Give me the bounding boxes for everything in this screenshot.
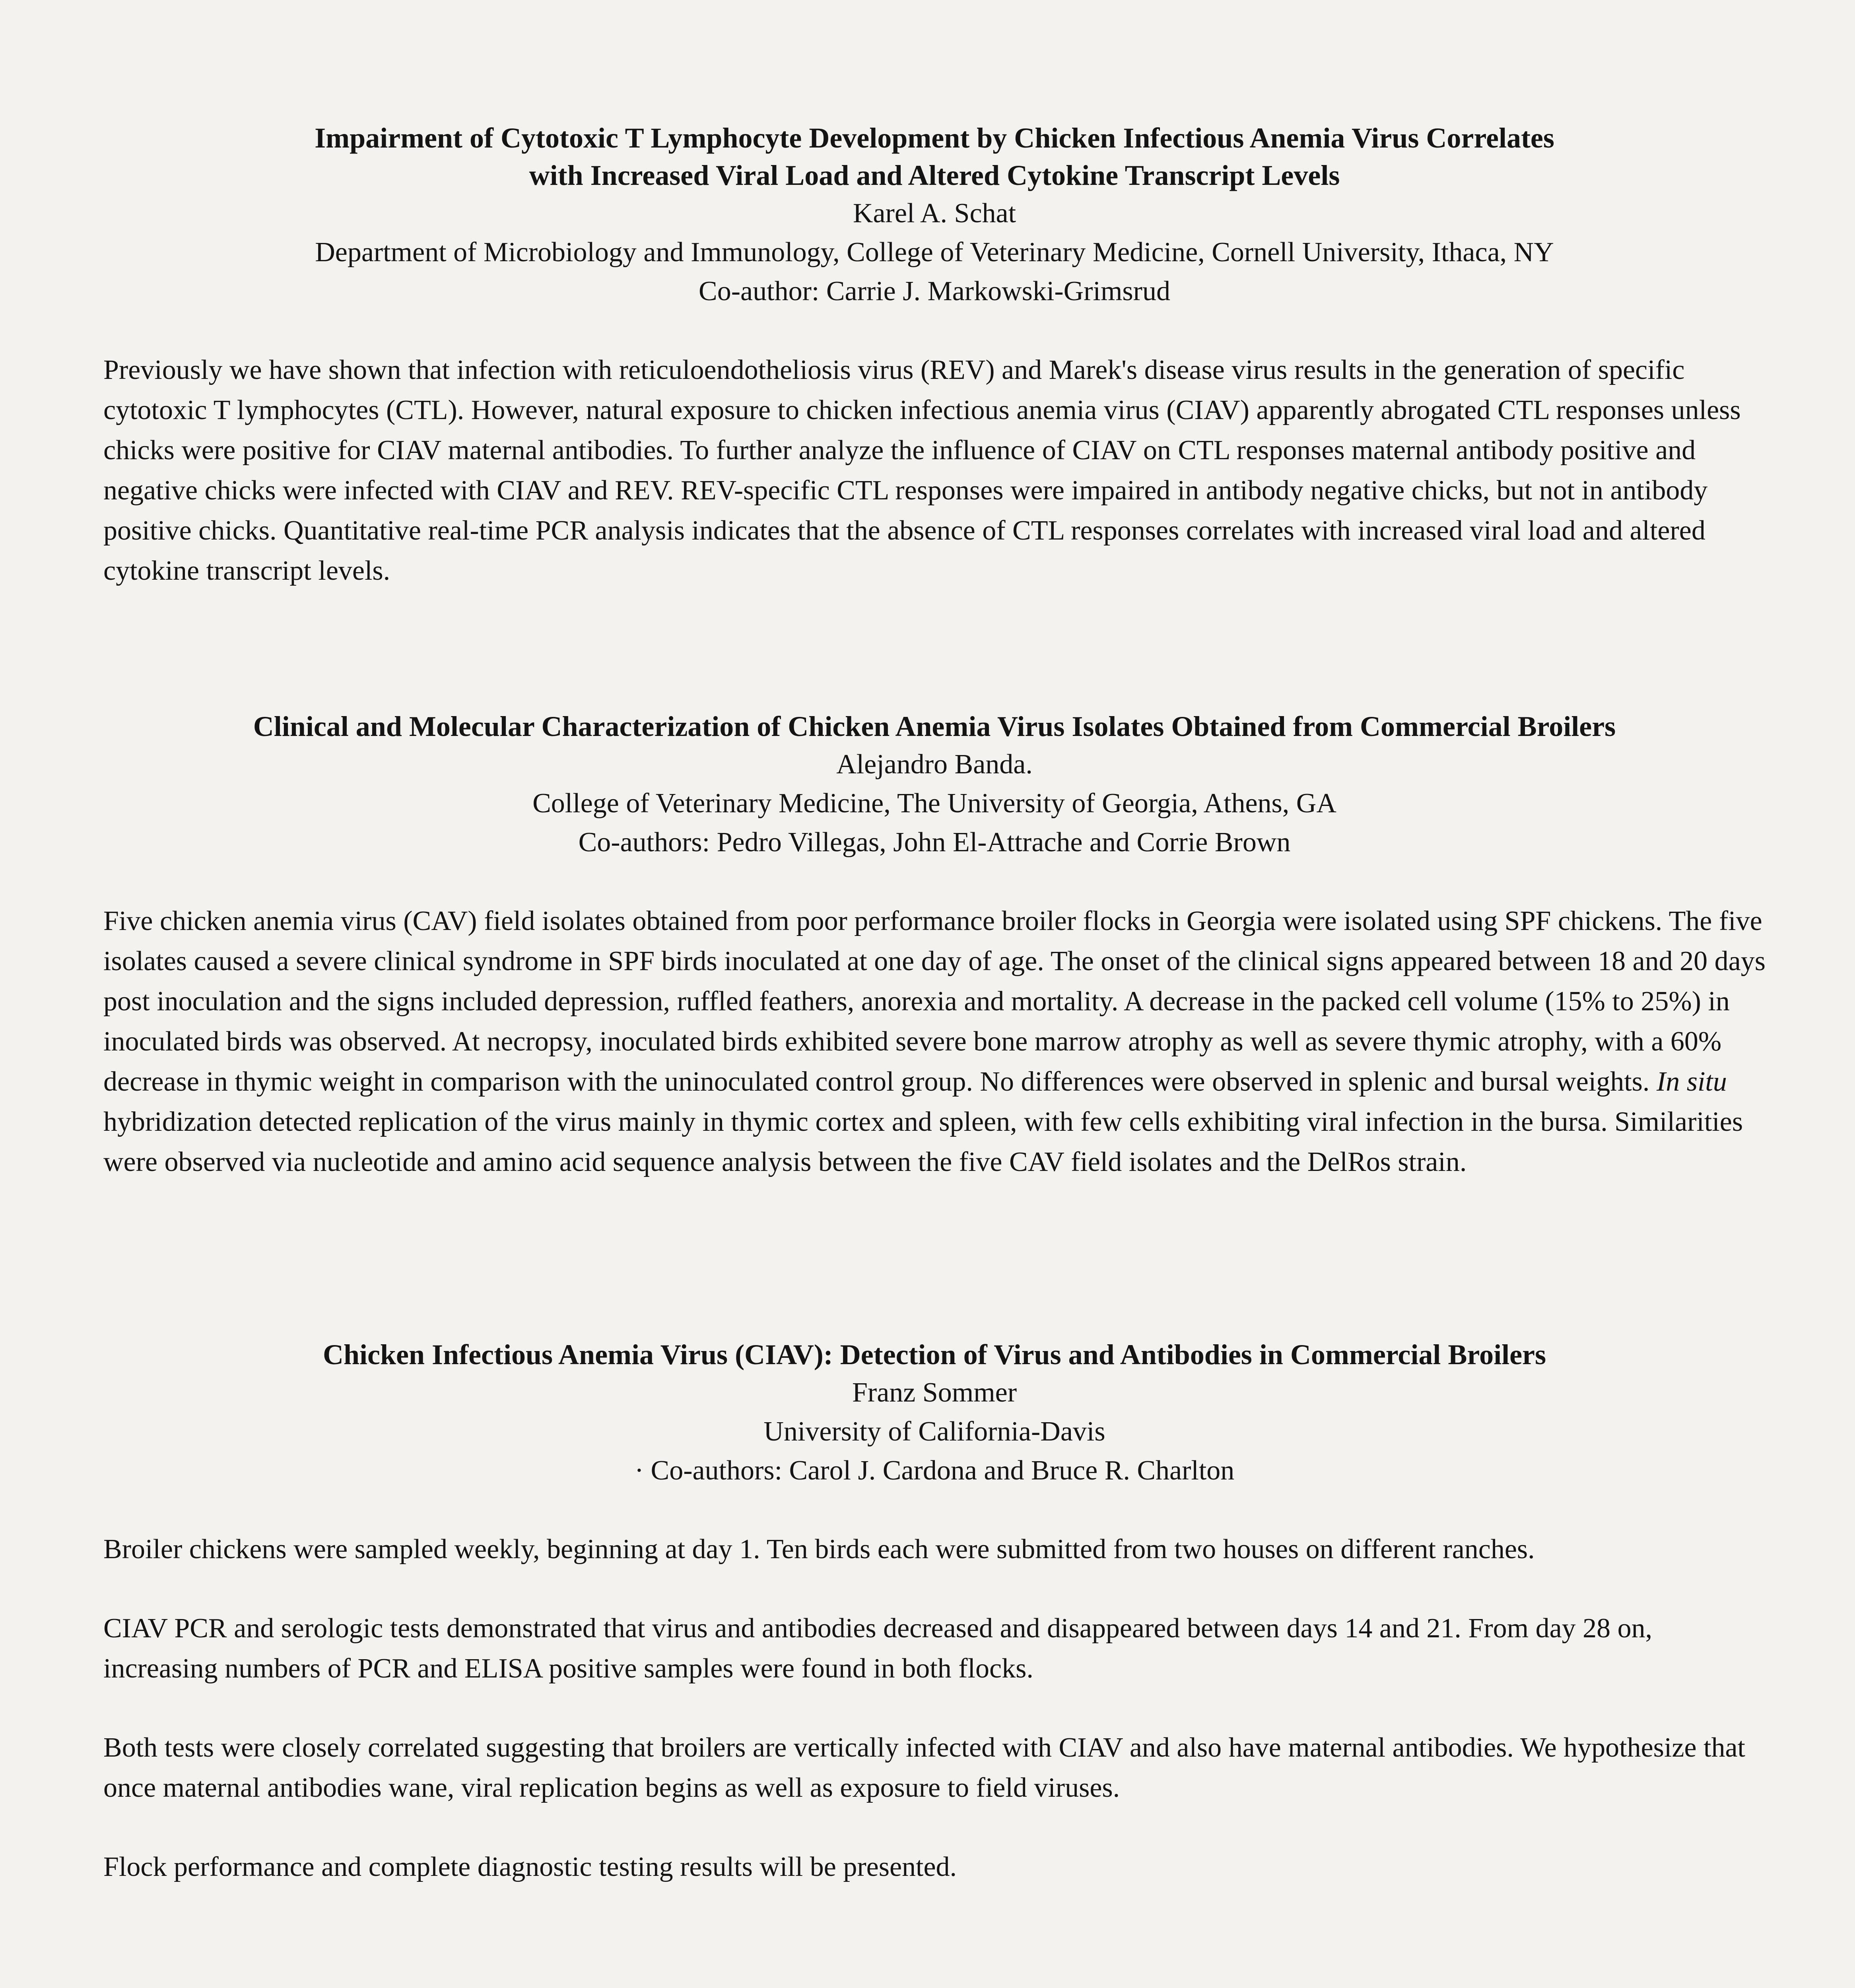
abstract-title — [103, 119, 1766, 194]
abstract-ciav-detection — [103, 1336, 1766, 1887]
abstract-body-italic: In situ — [1656, 1066, 1727, 1097]
abstract-body-paragraph-1: Broiler chickens were sampled weekly, beginning at day 1. Ten birds each were submitted from two houses on different ranches. — [103, 1534, 1535, 1565]
abstract-author: Franz Sommer — [852, 1377, 1017, 1408]
abstract-coauthors: · Co-authors: Carol J. Cardona and Bruce R. Charlton — [634, 1455, 1235, 1486]
abstract-title-line-1: Impairment of Cytotoxic T Lymphocyte Development by Chicken Infectious Anemia Virus Correlates — [315, 122, 1554, 154]
abstract-affiliation: College of Veterinary Medicine, The University of Georgia, Athens, GA — [532, 788, 1336, 819]
abstract-affiliation: University of California-Davis — [763, 1416, 1105, 1447]
abstract-title: Clinical and Molecular Characterization of Chicken Anemia Virus Isolates Obtained from Commercial Broilers — [253, 711, 1616, 742]
abstract-body-paragraph-4: Flock performance and complete diagnostic testing results will be presented. — [103, 1852, 957, 1882]
abstract-affiliation: Department of Microbiology and Immunology, College of Veterinary Medicine, Cornell University, Ithaca, NY — [315, 237, 1554, 268]
abstract-body-paragraph-3: Both tests were closely correlated suggesting that broilers are vertically infected with CIAV and also have maternal antibodies. We hypothesize that once maternal antibodies wane, viral replication begins as well as exposure to field viruses. — [103, 1732, 1745, 1803]
abstract-ctl-ciav — [103, 119, 1766, 591]
abstract-body: Previously we have shown that infection with reticuloendotheliosis virus (REV) and Marek's disease virus results in the generation of specific cytotoxic T lymphocytes (CTL). However, natural exposure to chicken infectious anemia virus (CIAV) apparently abrogated CTL responses unless chicks were positive for CIAV maternal antibodies. To further analyze the influence of CIAV on CTL responses maternal antibody positive and negative chicks were infected with CIAV and REV. REV-specific CTL responses were impaired in antibody negative chicks, but not in antibody positive chicks. Quantitative real-time PCR analysis indicates that the absence of CTL responses correlates with increased viral load and altered cytokine transcript levels. — [103, 355, 1741, 586]
abstract-coauthors: Co-authors: Pedro Villegas, John El-Attrache and Corrie Brown — [578, 827, 1291, 858]
abstract-coauthors: Co-author: Carrie J. Markowski-Grimsrud — [699, 276, 1170, 307]
abstract-body — [103, 901, 1766, 1182]
abstract-title-line-2: with Increased Viral Load and Altered Cytokine Transcript Levels — [529, 159, 1340, 191]
abstract-cav-characterization — [103, 708, 1766, 1182]
abstract-body-paragraph-2: CIAV PCR and serologic tests demonstrated that virus and antibodies decreased and disappeared between days 14 and 21. From day 28 on, increasing numbers of PCR and ELISA positive samples were found in both flocks. — [103, 1613, 1653, 1684]
abstract-title: Chicken Infectious Anemia Virus (CIAV): Detection of Virus and Antibodies in Commercial Broilers — [322, 1339, 1546, 1371]
abstract-author: Karel A. Schat — [853, 198, 1016, 229]
abstract-author: Alejandro Banda. — [836, 749, 1033, 780]
abstract-body-text: Five chicken anemia virus (CAV) field isolates obtained from poor performance broiler flocks in Georgia were isolated using SPF chickens. The five isolates caused a severe clinical syndrome in SPF birds inoculated at one day of age. The onset of the clinical signs appeared between 18 and 20 days post inoculation and the signs included depression, ruffled feathers, anorexia and mortality. A decrease in the packed cell volume (15% to 25%) in inoculated birds was observed. At necropsy, inoculated birds exhibited severe bone marrow atrophy as well as severe thymic atrophy, with a 60% decrease in thymic weight in comparison with the uninoculated control group. No differences were observed in splenic and bursal weights. — [103, 906, 1766, 1097]
abstract-body-text-continued: hybridization detected replication of the virus mainly in thymic cortex and spleen, with few cells exhibiting viral infection in the bursa. Similarities were observed via nucleotide and amino acid sequence analysis between the five CAV field isolates and the DelRos strain. — [103, 1107, 1743, 1177]
